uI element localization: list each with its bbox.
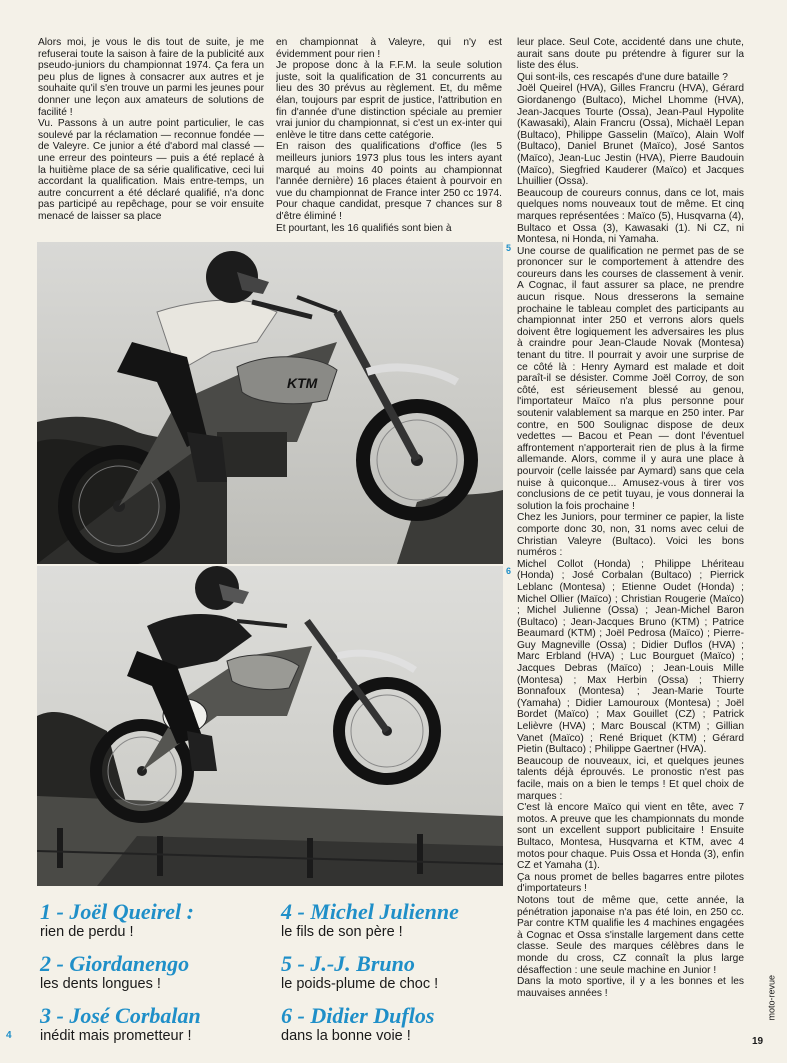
caption-5-subtitle: le poids-plume de choc ! (281, 976, 439, 992)
caption-3-name: 3 - José Corbalan (40, 1003, 201, 1028)
photo-husqvarna-rider (37, 566, 503, 886)
caption-1-name: 1 - Joël Queirel : (40, 899, 194, 924)
photo-ktm-rider (37, 242, 503, 564)
paragraph: en championnat à Valeyre, qui n'y est évidemment pour rien ! (276, 37, 502, 60)
paragraph: leur place. Seul Cote, accidenté dans une chute, aurait sans doute pu prétendre à figurer sur la liste des élus. (517, 37, 744, 72)
caption-4-subtitle: le fils de son père ! (281, 924, 403, 940)
paragraph: Notons tout de même que, cette année, la pénétration japonaise n'a pas été loin, en 250 cc. Par contre KTM qualifie les 4 machines engagées à Cognac et Ossa s'installe largement dans cette classe. Seule des marques célèbres dans le monde du cross, CZ connaît la plus large désaffection : une seule machine en Junior ! (517, 894, 744, 976)
caption-2-name: 2 - Giordanengo (40, 951, 190, 976)
caption-4-name: 4 - Michel Julienne (281, 899, 459, 924)
article-column-3 (517, 37, 744, 1047)
caption-1-subtitle: rien de perdu ! (40, 924, 134, 940)
paragraph: Je propose donc à la F.F.M. la seule solution juste, soit la qualification de 31 concurrents au lieu des 30 prévus au règlement. Et, du même élan, toujours par esprit de justice, l'attribution en fin d'année d'une distinction spéciale au premier vrai junior du championnat, si c'est un ex-inter qui enlève le titre dans cette catégorie. (276, 60, 502, 141)
ktm-logo: KTM (287, 375, 318, 391)
paragraph: Joël Queirel (HVA), Gilles Francru (HVA), Gérard Giordanengo (Bultaco), Michel Lhomme (HVA), Jean-Jacques Tourte (Ossa), Jean-Paul Hypolite (Kawasaki), Alain Francru (Ossa), Michaël Lepan (Bultaco), Philippe Gasselin (Maïco), Alain Wolf (Bultaco), Daniel Brunet (Maïco), José Santos (Maïco), Jean-Luc Jestin (HVA), Pierre Baudouin (Maïco), Siegfried Kauderer (Maïco) et Jacques Lhuillier (Ossa). (517, 83, 744, 188)
article-column-1 (38, 37, 264, 235)
article-column-2 (276, 37, 502, 235)
paragraph: En raison des qualifications d'office (les 5 meilleurs juniors 1973 plus tous les inters ayant marqué au moins 40 points au championnat l'année dernière) 16 places étaient à pourvoir en vue du championnat de France inter 250 cc 1974. Pour chaque candidat, presque 7 chances sur 8 d'être éliminé ! (276, 141, 502, 222)
paragraph: Une course de qualification ne permet pas de se prononcer sur le comportement à attendre des coureurs dans les courses de classement à venir. A Cognac, il faut assurer sa place, ne prendre aucun risque. Nous dresserons la semaine prochaine le tableau complet des participants au championnat inter 250 et verrons alors quels doivent être logiquement les adversaires les plus à craindre pour Jean-Claude Novak (Montesa) tenant du titre. Il pourrait y avoir une surprise de ce côté là : Henry Aymard est malade et doit paraît-il se désister. Comme Joël Corroy, de son côté, est sérieusement blessé au genou, l'importateur Maïco n'a plus personne pour soutenir valablement sa marque en 250 inter. Par contre, en 500 Soulignac dispose de deux vedettes — Bacou et Pean — dont l'éventuel affrontement n'apporterait rien de plus à la firme allemande. Alors, comme il y aura une place à pourvoir (celle laissée par Aymard) sans que cela nuise à quiconque... Amusez-vous à tirer vos conclusions de ce petit tuyau, je vous donnerai la solution la fois prochaine ! (517, 245, 744, 512)
paragraph: C'est là encore Maïco qui vient en tête, avec 7 motos. A preuve que les championnats du monde sont un excellent support publicitaire ! Ensuite Bultaco, Montesa, Husqvarna et KTM, avec 4 motos pour chaque. Puis Ossa et Honda (3), enfin CZ et Yamaha (1). (517, 802, 744, 872)
caption-6-name: 6 - Didier Duflos (281, 1003, 435, 1028)
paragraph: Dans la moto sportive, il y a les bonnes et les mauvaises années ! (517, 976, 744, 999)
paragraph: Michel Collot (Honda) ; Philippe Lhériteau (Honda) ; José Corbalan (Bultaco) ; Pierrick Leblanc (Montesa) ; Etienne Oudet (Honda) ; Michel Ollier (Maïco) ; Christian Rougerie (Maïco) ; Michel Julienne (Ossa) ; Jean-Michel Baron (Bultaco) ; Jean-Jacques Bruno (KTM) ; Patrice Beaumard (KTM) ; Joël Pedrosa (Maïco) ; Pierre-Guy Magneville (Ossa) ; Didier Duflos (HVA) ; Marc Erbland (HVA) ; Luc Bourguet (Maïco) ; Jacques Debras (Maïco) ; Jean-Louis Mille (Montesa) ; Max Herbin (Ossa) ; Thierry Bonnafoux (Montesa) ; Jean-Marie Tourte (Yamaha) ; Didier Lamouroux (Montesa) ; Joël Bordet (Maïco) ; Max Gouillet (CZ) ; Patrick Lelièvre (HVA) ; Marc Bouscal (KTM) ; Gillian Vanet (Maïco) ; René Briquet (KTM) ; Gérard Pietin (Bultaco) ; Philippe Gaertner (HVA). (517, 558, 744, 756)
paragraph: Beaucoup de nouveaux, ici, et quelques jeunes talents déjà éprouvés. Le pronostic n'est pas facile, mais on a bien le temps ! Et quel choix de marques : (517, 755, 744, 802)
paragraph: Qui sont-ils, ces rescapés d'une dure bataille ? (517, 71, 728, 83)
paragraph: Vu. Passons à un autre point particulier, le cas soulevé par la réclamation — reconnue fondée — de Valeyre. Ce junior a été d'abord mal classé — une erreur des pointeurs — puis a été replacé à la huitième place de sa série qualificative, ceci lui accordant la qualification. Mais entre-temps, un autre concurrent a été déclaré qualifié, n'a donc pas participé au repêchage, pour se voir ensuite menacé de laisser sa place (38, 118, 264, 222)
paragraph: Ça nous promet de belles bagarres entre pilotes d'importateurs ! (517, 871, 744, 895)
caption-3-subtitle: inédit mais prometteur ! (40, 1028, 192, 1044)
caption-6-subtitle: dans la bonne voie ! (281, 1028, 411, 1044)
photo-marker-5: 5 (506, 243, 512, 253)
paragraph: Beaucoup de coureurs connus, dans ce lot, mais quelques noms nouveaux tout de même. Et cinq marques représentées : Maïco (5), Husqvarna (4), Bultaco et Ossa (3), Kawasaki (1). Ni CZ, ni Montesa, ni Honda, ni Yamaha. (517, 187, 744, 246)
page-number-right: 19 (752, 1036, 764, 1047)
paragraph: Et pourtant, les 16 qualifiés sont bien à (276, 222, 452, 234)
paragraph: Chez les Juniors, pour terminer ce papier, la liste comporte donc 30, non, 31 noms avec celui de Christian Valeyre (Bultaco). Voici les bons numéros : (517, 512, 744, 559)
paragraph: Alors moi, je vous le dis tout de suite, je me refuserai toute la saison à faire de la publicité aux pseudo-juniors du championnat 1974. Ça fera un peu plus de lignes à consacrer aux autres et je souhaite qu'il s'en trouve un parmi les jeunes pour donner une leçon aux amateurs de solutions de facilité ! (38, 37, 264, 118)
magazine-name: moto-revue (767, 975, 777, 1021)
page-number-left: 4 (6, 1030, 12, 1041)
caption-5-name: 5 - J.-J. Bruno (281, 951, 415, 976)
photo-marker-6: 6 (506, 566, 512, 576)
caption-2-subtitle: les dents longues ! (40, 976, 161, 992)
